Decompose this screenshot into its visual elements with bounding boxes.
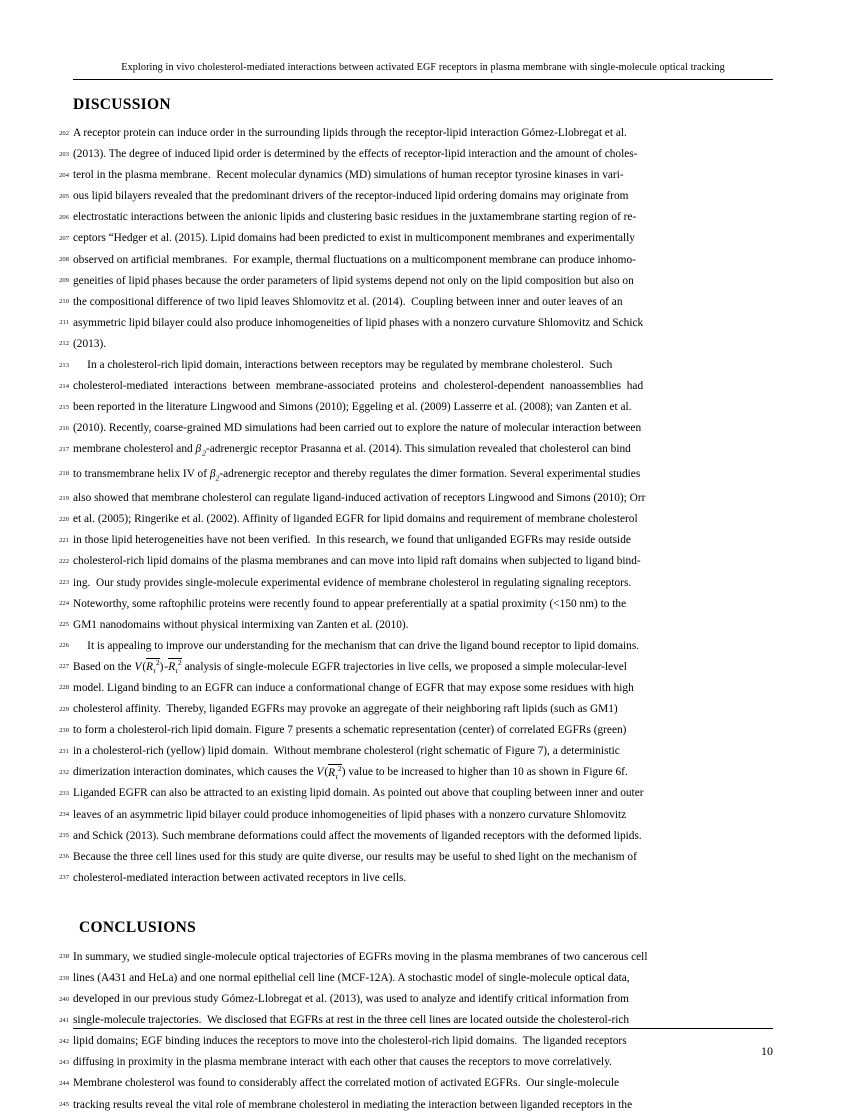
line-content: ing. Our study provides single-molecule experimental evidence of membrane cholesterol in regulating signaling receptors. (73, 576, 632, 589)
text-line (59, 292, 773, 313)
text-line (59, 355, 773, 376)
line-number: 241 (59, 1016, 69, 1024)
line-number: 240 (59, 995, 69, 1003)
text-line (59, 228, 773, 249)
line-content: (2010). Recently, coarse-grained MD simulations had been carried out to explore the nature of molecular interaction between (73, 422, 642, 435)
text-line (59, 594, 773, 615)
line-number: 224 (59, 600, 69, 608)
text-line (59, 657, 773, 678)
line-number: 236 (59, 853, 69, 861)
line-number: 218 (59, 470, 69, 478)
line-number: 227 (59, 663, 69, 671)
line-content: cholesterol affinity. Thereby, liganded EGFRs may provoke an aggregate of their neighboring raft lipids (such as GM1) (73, 703, 618, 716)
text-line (59, 144, 773, 165)
line-number: 212 (59, 340, 69, 348)
text-line (59, 551, 773, 572)
line-number: 210 (59, 298, 69, 306)
text-line (59, 868, 773, 889)
line-number: 237 (59, 874, 69, 882)
section-heading-discussion: DISCUSSION (73, 96, 171, 113)
line-number: 203 (59, 150, 69, 158)
line-content: diffusing in proximity in the plasma membrane interact with each other that causes the receptors to move correlatively. (73, 1056, 612, 1069)
line-content: model. Ligand binding to an EGFR can induce a conformational change of EGFR that may expose some residues with high (73, 681, 634, 694)
line-number: 228 (59, 684, 69, 692)
text-line (59, 989, 773, 1010)
line-number: 230 (59, 726, 69, 734)
text-line (59, 573, 773, 594)
line-content: (2013). The degree of induced lipid order is determined by the effects of receptor-lipid interaction and the amount of choles- (73, 148, 638, 161)
line-content: the compositional difference of two lipid leaves Shlomovitz et al. (2014). Coupling between inner and outer leaves of an (73, 295, 623, 308)
line-number: 208 (59, 256, 69, 264)
text-line (59, 488, 773, 509)
line-number: 242 (59, 1037, 69, 1045)
text-line (59, 615, 773, 636)
line-content: Based on the V $(R_\tau^2)$ $-R_\tau^2$ analysis of single-molecule EGFR trajectories in live cells, we proposed a simple molecular-level (73, 658, 627, 676)
line-number: 223 (59, 579, 69, 586)
text-line (59, 186, 773, 207)
text-line (59, 271, 773, 292)
line-number: 215 (59, 403, 69, 411)
line-content: asymmetric lipid bilayer could also produce inhomogeneities of lipid phases with a nonzero curvature Shlomovitz and Schick (73, 316, 644, 329)
line-number: 232 (59, 768, 69, 776)
line-content: In summary, we studied single-molecule optical trajectories of EGFRs moving in the plasma membranes of two cancerous cell (73, 950, 648, 963)
line-number: 217 (59, 445, 69, 453)
section-heading-conclusions: CONCLUSIONS (79, 918, 197, 936)
line-content: cholesterol-mediated interactions between membrane-associated proteins and cholesterol-dependent nanoassemblies had (73, 380, 644, 393)
text-line (59, 464, 773, 488)
text-line (59, 439, 773, 463)
line-content: in those lipid heterogeneities have not been verified. In this research, we found that unliganded EGFRs may reside outside (73, 534, 631, 547)
text-line (59, 741, 773, 762)
line-number: 222 (59, 557, 69, 565)
text-line (59, 783, 773, 804)
line-number: 234 (59, 811, 69, 819)
page-number: 10 (761, 1044, 773, 1058)
line-content: Membrane cholesterol was found to considerably affect the correlated motion of activated EGFRs. Our single-molecule (73, 1077, 620, 1090)
line-number: 226 (59, 642, 69, 650)
text-line (59, 1052, 773, 1073)
header-rule (73, 79, 773, 80)
line-number: 209 (59, 277, 69, 285)
line-number: 231 (59, 747, 69, 755)
line-content: et al. (2005); Ringerike et al. (2002). Affinity of liganded EGFR for lipid domains and requirement of membrane cholesterol (73, 513, 638, 526)
text-line (59, 720, 773, 741)
text-line (59, 207, 773, 228)
line-number: 213 (59, 361, 69, 369)
line-number: 225 (59, 621, 69, 629)
line-content: Noteworthy, some raftophilic proteins were recently found to appear preferentially at a spatial proximity (<150 nm) to the (73, 597, 627, 610)
line-content: and Schick (2013). Such membrane deformations could affect the movements of liganded receptors with the deformed lipids. (73, 829, 642, 842)
text-line (59, 250, 773, 271)
line-number: 207 (59, 234, 69, 242)
page-content (59, 96, 773, 1116)
line-content: terol in the plasma membrane. Recent molecular dynamics (MD) simulations of human receptor tyrosine kinases in vari- (73, 169, 624, 182)
line-number: 206 (59, 213, 69, 221)
line-content: tracking results reveal the vital role of membrane cholesterol in mediating the interaction between liganded receptors in the (73, 1098, 633, 1111)
line-number: 229 (59, 705, 69, 713)
text-line (59, 165, 773, 186)
text-line (59, 968, 773, 989)
line-number: 239 (59, 974, 69, 982)
line-content: to form a cholesterol-rich lipid domain. Figure 7 presents a schematic representation (center) of correlated EGFRs (green) (73, 724, 627, 737)
text-line (59, 805, 773, 826)
line-content: lines (A431 and HeLa) and one normal epithelial cell line (MCF-12A). A stochastic model of single-molecule optical data, (73, 972, 630, 984)
text-line (59, 947, 773, 968)
line-content: ous lipid bilayers revealed that the predominant drivers of the receptor-induced lipid ordering domains may originate from (73, 190, 629, 203)
line-number: 216 (59, 424, 69, 432)
line-content: Because the three cell lines used for this study are quite diverse, our results may be useful to shed light on the mechanism of (73, 850, 637, 863)
text-line (59, 678, 773, 699)
line-number: 220 (59, 515, 69, 523)
discussion-body (59, 123, 773, 889)
line-content: electrostatic interactions between the anionic lipids and clustering basic residues in the juxtamembrane starting region of re- (73, 211, 637, 224)
conclusions-body (59, 947, 773, 1116)
line-number: 233 (59, 789, 69, 797)
line-content: single-molecule trajectories. We disclosed that EGFRs at rest in the three cell lines are located outside the cholesterol-rich (73, 1014, 630, 1027)
text-line (59, 636, 773, 657)
line-number: 221 (59, 536, 69, 544)
text-line (59, 418, 773, 439)
line-number: 235 (59, 832, 69, 840)
text-line (59, 699, 773, 720)
line-content: cholesterol-rich lipid domains of the plasma membranes and can move into lipid raft domains when subjected to ligand bind- (73, 555, 641, 568)
text-line (59, 123, 773, 144)
text-line (59, 530, 773, 551)
line-number: 214 (59, 382, 69, 390)
line-content: GM1 nanodomains without physical intermixing van Zanten et al. (2010). (73, 618, 409, 631)
line-number: 243 (59, 1058, 69, 1066)
line-content: It is appealing to improve our understanding for the mechanism that can drive the ligand bound receptor to lipid domains. (73, 639, 640, 652)
text-line (59, 334, 773, 355)
text-line (59, 376, 773, 397)
line-content: membrane cholesterol and β $_2$-adrenergic receptor Prasanna et al. (2014). This simulation revealed that cholesterol can bind (73, 443, 631, 458)
line-content: ceptors “Hedger et al. (2015). Lipid domains had been predicted to exist in multicomponent membranes and experimentally (73, 232, 635, 245)
line-content: In a cholesterol-rich lipid domain, interactions between receptors may be regulated by membrane cholesterol. Such (73, 359, 613, 372)
line-number: 238 (59, 953, 69, 961)
line-content: also showed that membrane cholesterol can regulate ligand-induced activation of receptors Lingwood and Simons (2010); Orr (73, 492, 646, 505)
line-content: (2013). (73, 337, 107, 350)
line-content: Liganded EGFR can also be attracted to an existing lipid domain. As pointed out above that coupling between inner and outer (73, 787, 644, 800)
line-content: been reported in the literature Lingwood and Simons (2010); Eggeling et al. (2009) Lasserre et al. (2008); van Zanten et al. (73, 401, 632, 414)
line-number: 202 (59, 129, 69, 137)
line-number: 205 (59, 192, 69, 200)
running-header: Exploring in vivo cholesterol-mediated interactions between activated EGF receptors in plasma membrane with single-molecule optical tracking (121, 62, 725, 73)
footer-rule (73, 1028, 773, 1029)
line-number: 244 (59, 1079, 69, 1087)
line-content: lipid domains; EGF binding induces the receptors to move into the cholesterol-rich lipid domains. The liganded receptors (73, 1035, 627, 1048)
text-line (59, 313, 773, 334)
text-line (59, 1031, 773, 1052)
line-number: 204 (59, 171, 69, 179)
line-number: 219 (59, 494, 69, 502)
line-content: to transmembrane helix IV of $\beta_2$-adrenergic receptor and thereby regulates the dimer formation. Several experimental studies (73, 467, 641, 483)
text-line (59, 397, 773, 418)
text-line (59, 1073, 773, 1094)
text-line (59, 762, 773, 783)
text-line (59, 847, 773, 868)
text-line (59, 509, 773, 530)
line-content: leaves of an asymmetric lipid bilayer could produce inhomogeneities of lipid phases with a nonzero curvature Shlomovitz (73, 808, 627, 821)
line-number: 211 (59, 319, 69, 327)
text-line (59, 1095, 773, 1116)
line-content: dimerization interaction dominates, which causes the V $(R_\tau^2)$ value to be increased to higher than 10 as shown in Figure 6f. (73, 763, 628, 781)
line-content: observed on artificial membranes. For example, thermal fluctuations on a multicomponent membrane can produce inhomo- (73, 253, 636, 266)
line-content: A receptor protein can induce order in the surrounding lipids through the receptor-lipid interaction Gómez-Llobregat et al. (73, 127, 627, 139)
line-content: cholesterol-mediated interaction between activated receptors in live cells. (73, 871, 407, 884)
line-content: in a cholesterol-rich (yellow) lipid domain. Without membrane cholesterol (right schematic of Figure 7), a deterministic (73, 745, 620, 758)
line-content: geneities of lipid phases because the order parameters of lipid systems depend not only on the lipid composition but also on (73, 274, 634, 287)
line-content: developed in our previous study Gómez-Llobregat et al. (2013), was used to analyze and identify critical information from (73, 993, 629, 1006)
line-number: 245 (59, 1101, 69, 1109)
text-line (59, 826, 773, 847)
